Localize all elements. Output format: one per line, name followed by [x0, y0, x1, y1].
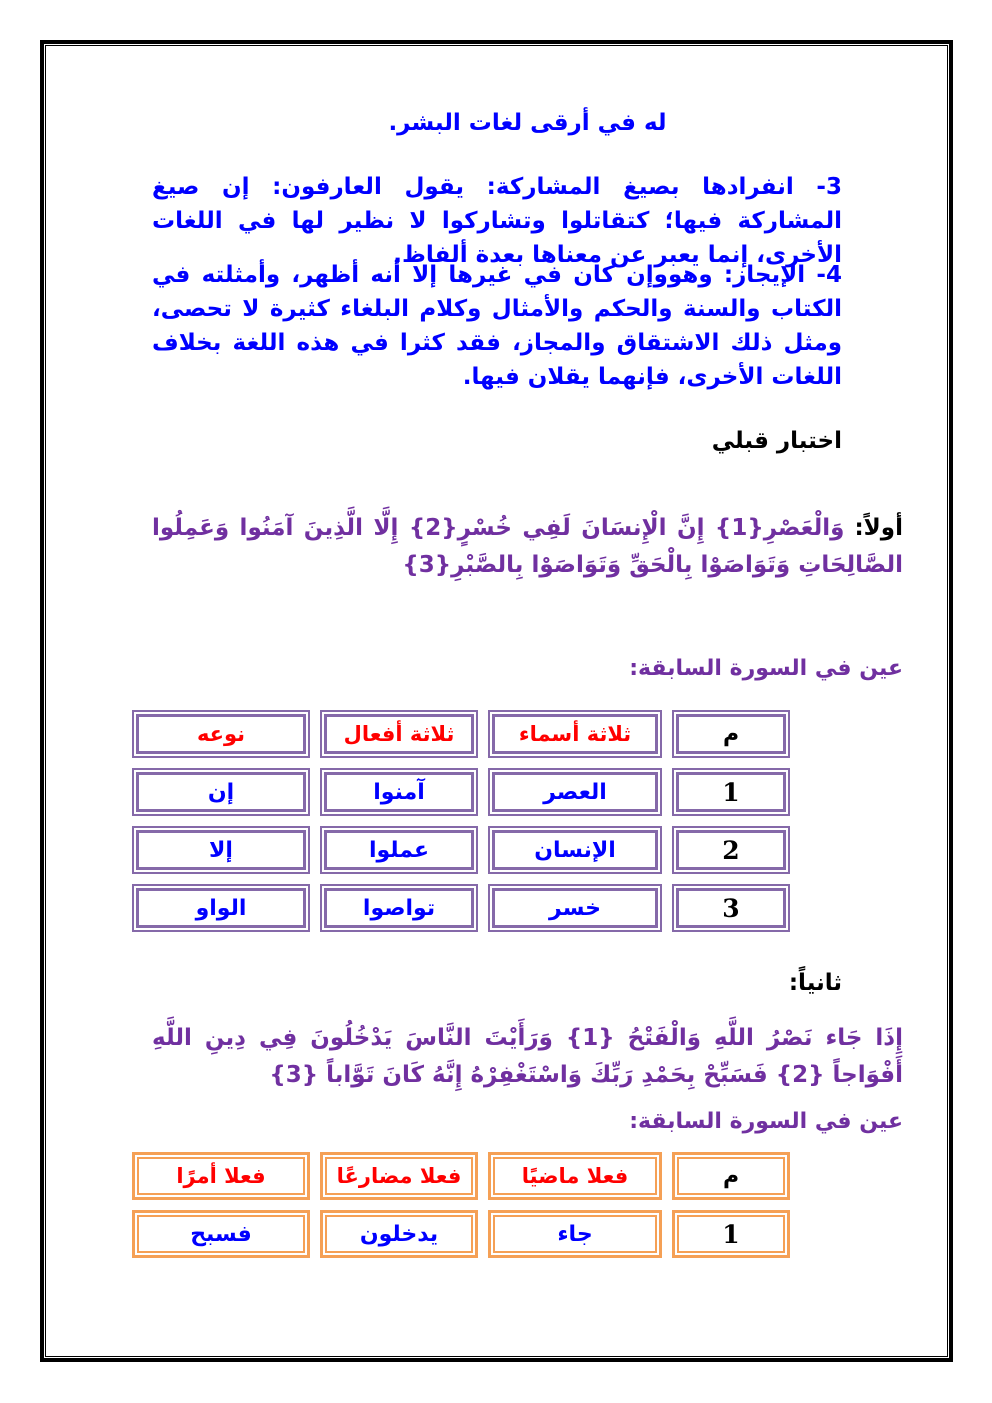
- table-cell: [132, 1210, 310, 1258]
- identify-heading-2: عين في السورة السابقة:: [629, 1109, 903, 1134]
- cell-text: الإنسان: [534, 837, 616, 863]
- table-header-cell: [488, 1152, 662, 1200]
- table-cell: [488, 768, 662, 816]
- table-cell: [672, 826, 790, 874]
- table-cell: [132, 768, 310, 816]
- table-cell: [672, 1210, 790, 1258]
- cell-text: ثلاثة أسماء: [518, 722, 632, 746]
- paragraph-point-4: 4- الإيجاز: وهووإن كان في غيرها إلا أنه أظهر، وأمثلته في الكتاب والسنة والحكم والأمثال وكلام البلغاء كثيرة لا تحصى، ومثل ذلك الاشتقاق والمجاز، فقد كثرا في هذه اللغة بخلاف اللغات الأخرى، فإنهما يقلان فيها.: [152, 262, 842, 390]
- cell-text: عملوا: [368, 837, 430, 863]
- table-cell: [320, 768, 478, 816]
- table-cell: [320, 1210, 478, 1258]
- cell-text: الواو: [195, 895, 247, 921]
- table-row: [132, 1210, 790, 1258]
- cell-text: فعلا مضارعًا: [336, 1164, 462, 1188]
- cell-text: 1: [722, 1219, 740, 1249]
- table-cell: [132, 826, 310, 874]
- table-header-row: [132, 710, 790, 758]
- surah-asr-verse: [152, 510, 903, 584]
- first-section-label: أولاً:: [854, 515, 903, 541]
- pretest-heading: اختبار قبلي: [711, 428, 842, 454]
- surah-nasr-table: [132, 1152, 790, 1268]
- second-section-label: ثانياً:: [788, 970, 842, 996]
- verse-text: وَالْعَصْرِ{1} إِنَّ الْإِنسَانَ لَفِي خُسْرٍ{2} إِلَّا الَّذِينَ آمَنُوا وَعَمِلُوا الصَّالِحَاتِ وَتَوَاصَوْا بِالْحَقِّ وَتَوَاصَوْا بِالصَّبْرِ{3}: [152, 515, 903, 578]
- surah-asr-table: [132, 710, 790, 942]
- table-cell: [672, 884, 790, 932]
- identify-heading-1: عين في السورة السابقة:: [629, 656, 903, 681]
- table-cell: [132, 884, 310, 932]
- table-header-cell: [132, 710, 310, 758]
- table-cell: [320, 884, 478, 932]
- table-header-row: [132, 1152, 790, 1200]
- cell-text: إلا: [209, 837, 233, 863]
- cell-text: تواصوا: [362, 895, 436, 921]
- paragraph-point-3: 3- انفرادها بصيغ المشاركة: يقول العارفون: إن صيغ المشاركة فيها؛ كتقاتلوا وتشاركوا لا نظير لها في اللغات الأخرى، إنما يعبر عن معناها بعدة ألفاظ.: [152, 174, 842, 268]
- cell-text: إن: [207, 779, 235, 805]
- cell-text: 2: [722, 835, 740, 865]
- table-cell: [488, 826, 662, 874]
- table-cell: [488, 884, 662, 932]
- cell-text: جاء: [557, 1221, 593, 1247]
- cell-text: 3: [722, 893, 740, 923]
- cell-text: يدخلون: [359, 1221, 439, 1247]
- table-header-cell: [132, 1152, 310, 1200]
- cell-text: نوعه: [196, 722, 246, 746]
- table-cell: [672, 768, 790, 816]
- cell-text: فعلا ماضيًا: [521, 1164, 629, 1188]
- table-cell: [488, 1210, 662, 1258]
- table-cell: [320, 826, 478, 874]
- cell-text: فسبح: [190, 1221, 252, 1247]
- table-header-cell: [672, 710, 790, 758]
- cell-text: العصر: [543, 779, 607, 805]
- cell-text: خسر: [549, 895, 601, 921]
- table-header-cell: [672, 1152, 790, 1200]
- cell-text: 1: [722, 777, 740, 807]
- table-header-cell: [320, 1152, 478, 1200]
- table-header-cell: [320, 710, 478, 758]
- cell-text: آمنوا: [373, 779, 425, 805]
- cell-text: م: [722, 1163, 740, 1189]
- cell-text: ثلاثة أفعال: [343, 722, 455, 746]
- cell-text: فعلا أمرًا: [176, 1164, 266, 1188]
- table-row: [132, 884, 790, 932]
- intro-line: له في أرقى لغات البشر.: [388, 110, 667, 136]
- table-row: [132, 768, 790, 816]
- table-row: [132, 826, 790, 874]
- cell-text: م: [722, 721, 740, 747]
- table-header-cell: [488, 710, 662, 758]
- surah-nasr-verse: إِذَا جَاء نَصْرُ اللَّهِ وَالْفَتْحُ {1} وَرَأَيْتَ النَّاسَ يَدْخُلُونَ فِي دِينِ اللَّهِ أَفْوَاجاً {2} فَسَبِّحْ بِحَمْدِ رَبِّكَ وَاسْتَغْفِرْهُ إِنَّهُ كَانَ تَوَّاباً {3}: [152, 1025, 903, 1088]
